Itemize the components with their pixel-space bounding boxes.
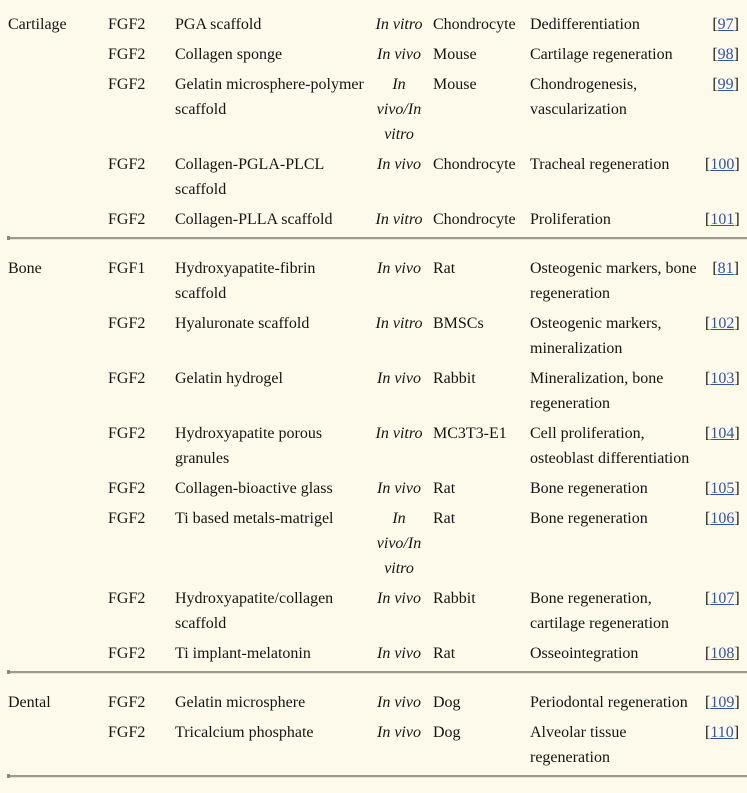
outcome-cell: Periodontal regeneration: [530, 694, 688, 711]
study-type-cell: In vitro: [375, 315, 423, 332]
reference-cell: [705, 641, 740, 666]
study-type-cell: In vivo: [377, 156, 421, 173]
growth-factor-cell: FGF2: [108, 590, 146, 607]
reference-link[interactable]: 110: [710, 724, 734, 741]
reference-cell: [705, 476, 740, 501]
reference-cell: [705, 152, 740, 177]
study-type-cell: In vivo: [377, 724, 421, 741]
study-type-cell: In vivo: [377, 46, 421, 63]
reference-link[interactable]: 98: [717, 46, 734, 63]
outcome-cell: Cell proliferation, osteoblast differentiation: [530, 425, 690, 467]
model-cell: BMSCs: [433, 315, 484, 332]
table-row: [8, 690, 739, 715]
ref-bracket-close: ]: [734, 645, 740, 662]
ref-bracket-close: ]: [733, 16, 739, 33]
reference-link[interactable]: 108: [710, 645, 735, 662]
model-cell: Mouse: [433, 46, 477, 63]
reference-link[interactable]: 101: [710, 211, 735, 228]
model-cell: Rat: [433, 645, 456, 662]
growth-factor-cell: FGF2: [108, 76, 146, 93]
growth-factor-cell: FGF2: [108, 370, 146, 387]
model-cell: Rabbit: [433, 370, 476, 387]
growth-factor-cell: FGF2: [108, 694, 146, 711]
study-type-cell: In vitro: [375, 425, 423, 442]
model-cell: Chondrocyte: [433, 156, 516, 173]
growth-factor-cell: FGF2: [108, 724, 146, 741]
reference-cell: [705, 720, 739, 745]
study-type-cell: In vivo: [377, 370, 421, 387]
study-type-cell: In vivo/⁠In vitro: [376, 510, 422, 577]
table-row: [8, 42, 739, 67]
ref-bracket-open: [: [705, 694, 711, 711]
model-cell: MC3T3-E1: [433, 425, 507, 442]
reference-cell: [705, 690, 740, 715]
table-row: [8, 311, 739, 361]
ref-bracket-open: [: [712, 76, 718, 93]
ref-bracket-close: ]: [734, 510, 740, 527]
ref-bracket-close: ]: [734, 694, 740, 711]
reference-link[interactable]: 105: [710, 480, 735, 497]
reference-link[interactable]: 97: [717, 16, 734, 33]
table-row: [8, 72, 739, 147]
ref-bracket-open: [: [705, 315, 711, 332]
model-cell: Dog: [433, 694, 461, 711]
growth-factor-cell: FGF2: [108, 211, 146, 228]
scaffold-cell: Collagen-bioactive glass: [175, 480, 333, 497]
growth-factor-cell: FGF2: [108, 315, 146, 332]
reference-link[interactable]: 100: [710, 156, 735, 173]
scaffold-cell: Tricalcium phosphate: [175, 724, 314, 741]
ref-bracket-close: ]: [734, 211, 740, 228]
reference-cell: [705, 586, 740, 611]
reference-link[interactable]: 99: [717, 76, 734, 93]
reference-link[interactable]: 81: [717, 260, 734, 277]
model-cell: Chondrocyte: [433, 211, 516, 228]
growth-factor-cell: FGF2: [108, 510, 146, 527]
reference-link[interactable]: 107: [710, 590, 735, 607]
model-cell: Rat: [433, 480, 456, 497]
section-rule: [7, 671, 747, 673]
reference-link[interactable]: 102: [710, 315, 735, 332]
ref-bracket-open: [: [705, 370, 711, 387]
table-row: [8, 12, 739, 37]
outcome-cell: Bone regeneration, cartilage regeneration: [530, 590, 670, 632]
reference-link[interactable]: 109: [710, 694, 735, 711]
model-cell: Rat: [433, 510, 456, 527]
ref-bracket-close: ]: [733, 46, 739, 63]
outcome-cell: Bone regeneration: [530, 480, 648, 497]
ref-bracket-open: [: [705, 724, 711, 741]
growth-factor-cell: FGF2: [108, 46, 146, 63]
growth-factor-cell: FGF2: [108, 16, 146, 33]
reference-cell: [705, 421, 740, 446]
study-type-cell: In vivo: [377, 694, 421, 711]
tissue-cell: Bone: [8, 260, 42, 277]
section-rule: [7, 237, 747, 239]
ref-bracket-close: ]: [733, 724, 740, 741]
model-cell: Mouse: [433, 76, 477, 93]
table-row: [8, 421, 739, 471]
scaffold-cell: Collagen-PLLA scaffold: [175, 211, 333, 228]
study-type-cell: In vivo: [377, 260, 421, 277]
model-cell: Rat: [433, 260, 456, 277]
scaffold-cell: Gelatin microsphere-polymer scaffold: [175, 76, 364, 118]
ref-bracket-open: [: [705, 156, 711, 173]
reference-cell: [705, 42, 739, 67]
growth-factor-cell: FGF1: [108, 260, 146, 277]
outcome-cell: Proliferation: [530, 211, 611, 228]
scaffold-cell: Hyaluronate scaffold: [175, 315, 310, 332]
study-type-cell: In vivo/⁠In vitro: [376, 76, 422, 143]
reference-link[interactable]: 103: [710, 370, 735, 387]
study-type-cell: In vitro: [375, 211, 423, 228]
reference-link[interactable]: 106: [710, 510, 735, 527]
reference-cell: [705, 12, 739, 37]
model-cell: Rabbit: [433, 590, 476, 607]
outcome-cell: Cartilage regeneration: [530, 46, 673, 63]
scaffold-cell: Hydroxyapatite-fibrin scaffold: [175, 260, 316, 302]
ref-bracket-close: ]: [733, 260, 739, 277]
tissue-cell: Cartilage: [8, 16, 67, 33]
scaffold-cell: Collagen sponge: [175, 46, 283, 63]
table-section: [8, 256, 739, 666]
table-row: [8, 256, 739, 306]
scaffold-cell: Ti based metals-matrigel: [175, 510, 334, 527]
outcome-cell: Tracheal regeneration: [530, 156, 670, 173]
ref-bracket-close: ]: [734, 480, 740, 497]
ref-bracket-close: ]: [734, 370, 740, 387]
outcome-cell: Chondrogenesis, vascularization: [530, 76, 638, 118]
outcome-cell: Alveolar tissue regeneration: [530, 724, 627, 766]
growth-factor-cell: FGF2: [108, 645, 146, 662]
scaffold-cell: Gelatin microsphere: [175, 694, 306, 711]
growth-factor-cell: FGF2: [108, 156, 146, 173]
table-row: [8, 207, 739, 232]
table-row: [8, 586, 739, 636]
ref-bracket-close: ]: [734, 315, 740, 332]
model-cell: Chondrocyte: [433, 16, 516, 33]
ref-bracket-open: [: [705, 480, 711, 497]
ref-bracket-open: [: [705, 510, 711, 527]
growth-factor-cell: FGF2: [108, 425, 146, 442]
outcome-cell: Osteogenic markers, bone regeneration: [530, 260, 697, 302]
reference-cell: [705, 506, 740, 531]
ref-bracket-open: [: [712, 260, 718, 277]
ref-bracket-close: ]: [734, 425, 740, 442]
study-type-cell: In vivo: [377, 480, 421, 497]
tissue-cell: Dental: [8, 694, 51, 711]
scaffold-cell: PGA scaffold: [175, 16, 262, 33]
scaffold-cell: Hydroxyapatite porous granules: [175, 425, 323, 467]
table-row: [8, 720, 739, 770]
study-type-cell: In vivo: [377, 590, 421, 607]
study-type-cell: In vitro: [375, 16, 423, 33]
ref-bracket-open: [: [712, 46, 718, 63]
scaffold-cell: Ti implant-melatonin: [175, 645, 311, 662]
ref-bracket-open: [: [705, 425, 711, 442]
ref-bracket-open: [: [712, 16, 718, 33]
reference-cell: [705, 207, 740, 232]
table-row: [8, 641, 739, 666]
model-cell: Dog: [433, 724, 461, 741]
ref-bracket-close: ]: [734, 590, 740, 607]
table-row: [8, 366, 739, 416]
reference-cell: [705, 366, 740, 391]
outcome-cell: Bone regeneration: [530, 510, 648, 527]
study-type-cell: In vivo: [377, 645, 421, 662]
outcome-cell: Osseointegration: [530, 645, 639, 662]
growth-factor-cell: FGF2: [108, 480, 146, 497]
fgf-table: [8, 12, 739, 777]
table-section: [8, 690, 739, 770]
table-row: [8, 506, 739, 581]
table-row: [8, 476, 739, 501]
ref-bracket-open: [: [705, 590, 711, 607]
ref-bracket-open: [: [705, 645, 711, 662]
ref-bracket-open: [: [705, 211, 711, 228]
ref-bracket-close: ]: [733, 76, 739, 93]
outcome-cell: Osteogenic markers, mineralization: [530, 315, 662, 357]
scaffold-cell: Collagen-PGLA-PLCL scaffold: [175, 156, 324, 198]
reference-cell: [705, 72, 739, 97]
scaffold-cell: Gelatin hydrogel: [175, 370, 283, 387]
reference-cell: [705, 311, 740, 336]
outcome-cell: Mineralization, bone regeneration: [530, 370, 664, 412]
section-rule: [7, 775, 747, 777]
reference-link[interactable]: 104: [710, 425, 735, 442]
reference-cell: [705, 256, 739, 281]
table-section: [8, 12, 739, 232]
scaffold-cell: Hydroxyapatite/collagen scaffold: [175, 590, 334, 632]
outcome-cell: Dedifferentiation: [530, 16, 640, 33]
table-row: [8, 152, 739, 202]
ref-bracket-close: ]: [734, 156, 740, 173]
